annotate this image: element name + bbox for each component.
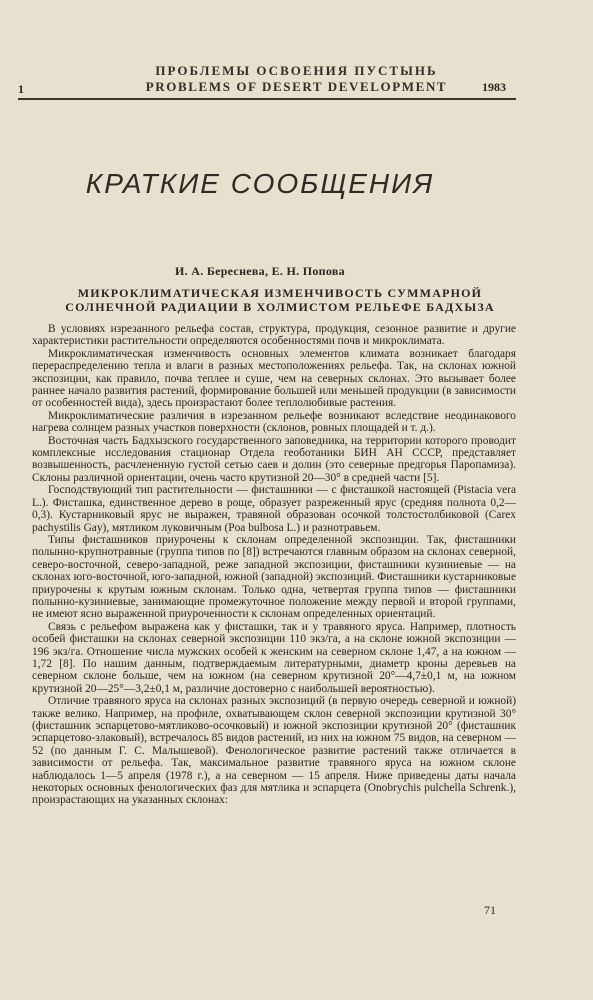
- paragraph: Микроклиматическая изменчивость основных элементов климата возникает благодаря перераспределению тепла и влаги в разных местоположениях рельефа. Так, на склонах южной экспозиции, как правило, почва теплее и суше, чем на северных склонах. Это вызывает более раннее начало развития растений, формирование большей или меньшей продукции (в зависимости от особенностей вида), здесь произрастают более теплолюбивые растения.: [32, 347, 516, 410]
- paragraph: В условиях изрезанного рельефа состав, структура, продукция, сезонное развитие и другие характеристики растительности определяются особенностями почв и микроклимата.: [32, 323, 516, 348]
- issue-year: 1983: [482, 80, 506, 94]
- paragraph: Отличие травяного яруса на склонах разных экспозиций (в первую очередь северной и южной) также велико. Например, на профиле, охватывающем склон северной экспозиции крутизной 30° (фисташник эспарцетово-мятликово-осочковый) и южной экспозиции крутизной 20° (фисташник эспарцетово-злаковый), встречалось 85 видов растений, из них на южном 75 видов, на северном — 52 (по данным Г. С. Малышевой). Фенологическое развитие растений также отличается в зависимости от рельефа. Так, максимальное развитие травяного яруса на южном склоне наблюдалось 1—5 апреля (1978 г.), а на северном — 15 апреля. Ниже приведены даты начала некоторых основных фенологических фаз для мятлика и эспарцета (Onobrychis pulchella Schrenk.), произрастающих на указанных склонах:: [32, 695, 516, 807]
- journal-title-en: PROBLEMS OF DESERT DEVELOPMENT: [145, 79, 448, 94]
- article-body: [32, 323, 516, 807]
- issue-number: 1: [18, 82, 24, 96]
- paragraph: Микроклиматические различия в изрезанном рельефе возникают вследствие неодинакового нагрева солнцем разных участков поверхности (склонов, ровных площадей и т. д.).: [32, 409, 516, 435]
- section-title: КРАТКИЕ СООБЩЕНИЯ: [85, 168, 435, 199]
- article-authors: И. А. Береснева, Е. Н. Попова: [175, 264, 345, 278]
- paragraph: Типы фисташников приурочены к склонам определенной экспозиции. Так, фисташники полынно-крупнотравные (группа типов по [8]) встречаются главным образом на склонах северной, северо-восточной, северо-западной, реже западной экспозиции, фисташники кузиниевые — на склонах юго-восточной, юго-западной, южной (западной) экспозиций. Фисташники кустарниковые приурочены к крутым южным склонам. Только одна, четвертая группа типов — фисташники полынно-кузиниевые, занимающие промежуточное положение между первой и второй группами, не имеют ясно выраженной приуроченности к склонам определенных ориентаций.: [32, 533, 516, 621]
- paragraph: Восточная часть Бадхызского государственного заповедника, на территории которого проводит комплексные исследования стационар Отдела геоботаники БИН АН СССР, представляет возвышенность, расчлененную густой сетью саев и долин (это северные предгорья Паропамиза). Склоны различной ориентации, очень часто крутизной 20—30° в средней части [5].: [32, 434, 516, 484]
- paragraph: Господствующий тип растительности — фисташники — с фисташкой настоящей (Pistacia vera L.). Фисташка, единственное дерево в роще, образует разреженный ярус (средняя полнота 0,2—0,3). Кустарниковый ярус не выражен, травяной образован осочкой толстостолбиковой (Carex pachystilis Gay), мятликом луковичным (Poa bulbosa L.) и разнотравьем.: [32, 484, 516, 534]
- journal-title-ru: ПРОБЛЕМЫ ОСВОЕНИЯ ПУСТЫНЬ: [155, 63, 438, 78]
- header-rule: [18, 98, 516, 100]
- article-title-line-1: МИКРОКЛИМАТИЧЕСКАЯ ИЗМЕНЧИВОСТЬ СУММАРНОЙ: [77, 286, 483, 300]
- paragraph: Связь с рельефом выражена как у фисташки, так и у травяного яруса. Например, плотность особей фисташки на склонах северной экспозиции 110 экз/га, а на склоне южной экспозиции — 196 экз/га. Отношение числа мужских особей к женским на северном склоне 1,47, а на южном — 1,72 [8]. По нашим данным, подтверждаемым литературными, диаметр кроны деревьев на северном склоне больше, чем на южном (на северном крутизной 20°—4,7±0,1 м, на южном крутизной 20—25°—3,2±0,1 м, различие достоверно с наибольшей вероятностью).: [32, 620, 516, 695]
- page-number: 71: [484, 903, 496, 917]
- article-title-line-2: СОЛНЕЧНОЙ РАДИАЦИИ В ХОЛМИСТОМ РЕЛЬЕФЕ БАДХЫЗА: [65, 300, 495, 314]
